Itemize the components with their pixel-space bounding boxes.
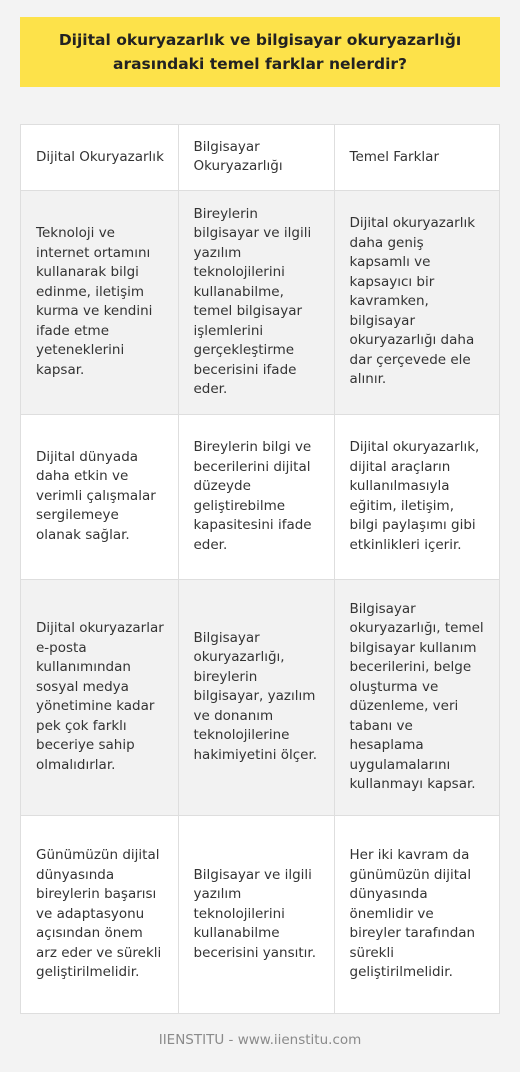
table-cell: Bilgisayar okuryazarlığı, bireylerin bilgisayar, yazılım ve donanım teknolojilerine hakimiyetini ölçer. xyxy=(178,579,334,815)
comparison-table-card xyxy=(20,124,500,1014)
header-digital-literacy: Dijital Okuryazarlık xyxy=(21,125,178,190)
table-cell: Her iki kavram da günümüzün dijital dünyasında önemlidir ve bireyler tarafından sürekli geliştirilmelidir. xyxy=(349,847,476,980)
page-title: Dijital okuryazarlık ve bilgisayar okuryazarlığı arasındaki temel farklar nelerdir? xyxy=(58,31,462,73)
table-cell: Bilgisayar ve ilgili yazılım teknolojilerini kullanabilme becerisini yansıtır. xyxy=(178,815,334,1013)
table-cell: Dijital okuryazarlar e-posta kullanımından sosyal medya yönetimine kadar pek çok farklı beceriye sahip olmalıdırlar. xyxy=(21,579,178,815)
table-header-row xyxy=(21,125,499,190)
title-banner xyxy=(20,17,500,87)
table-cell: Bireylerin bilgisayar ve ilgili yazılım teknolojilerini kullanabilme, temel bilgisayar işlemlerini gerçekleştirme becerisini ifade eder. xyxy=(178,190,334,414)
table-cell: Teknoloji ve internet ortamını kullanarak bilgi edinme, iletişim kurma ve kendini ifade etme yeteneklerini kapsar. xyxy=(21,190,178,414)
table-cell: Dijital okuryazarlık, dijital araçların kullanılmasıyla eğitim, iletişim, bilgi paylaşımı gibi etkinlikleri içerir. xyxy=(334,414,499,579)
table-cell: Dijital dünyada daha etkin ve verimli çalışmalar sergilemeye olanak sağlar. xyxy=(21,414,178,579)
table-cell: Bireylerin bilgi ve becerilerini dijital düzeyde geliştirebilme kapasitesini ifade eder. xyxy=(178,414,334,579)
table-cell: Dijital okuryazarlık daha geniş kapsamlı ve kapsayıcı bir kavramken, bilgisayar okuryazarlığı daha dar çerçevede ele alınır. xyxy=(334,190,499,414)
comparison-table xyxy=(21,125,499,1013)
header-key-differences: Temel Farklar xyxy=(334,125,499,190)
header-computer-literacy: Bilgisayar Okuryazarlığı xyxy=(178,125,334,190)
table-row xyxy=(21,414,499,579)
table-cell: Günümüzün dijital dünyasında bireylerin başarısı ve adaptasyonu açısından önem arz eder ve sürekli geliştirilmelidir. xyxy=(21,815,178,1013)
table-row xyxy=(21,190,499,414)
table-row xyxy=(21,815,499,1013)
footer-credit: IIENSTITU - www.iienstitu.com xyxy=(158,1032,362,1048)
table-cell: Bilgisayar okuryazarlığı, temel bilgisayar kullanım becerilerini, belge oluşturma ve düzenleme, veri tabanı ve hesaplama uygulamalarını kullanmayı kapsar. xyxy=(334,579,499,815)
table-row xyxy=(21,579,499,815)
